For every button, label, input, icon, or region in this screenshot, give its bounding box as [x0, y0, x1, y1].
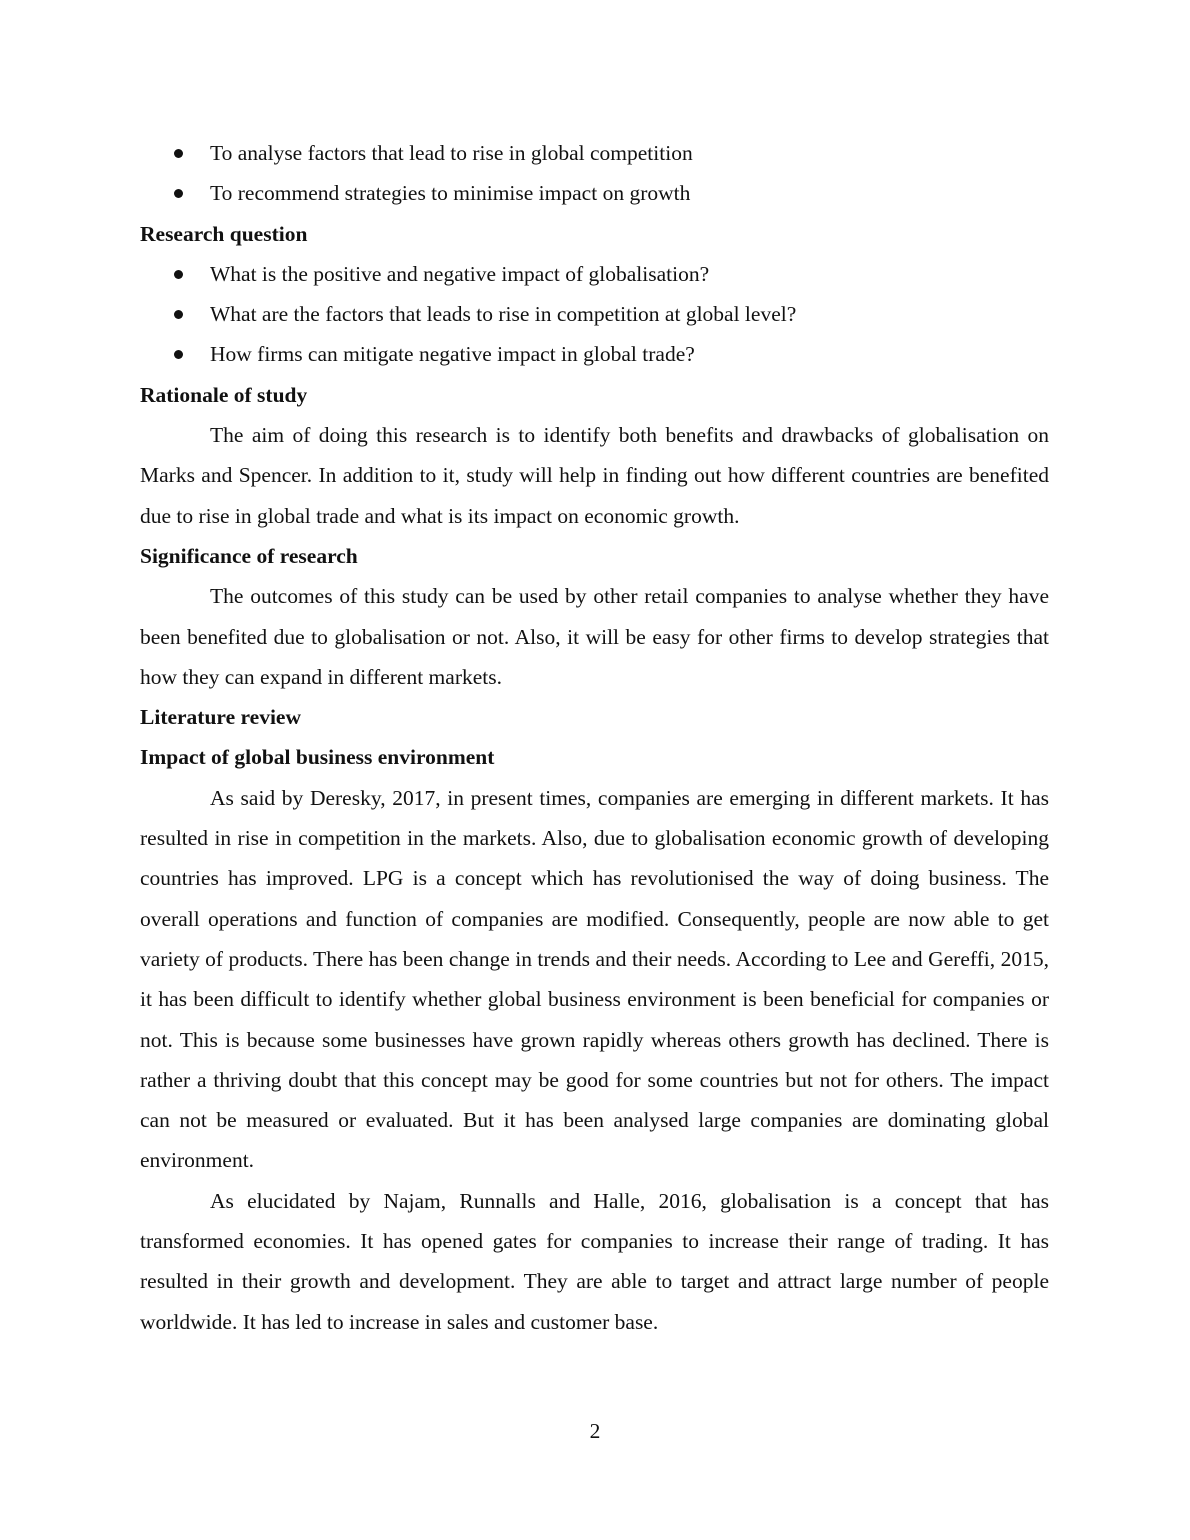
page-number: 2 [589, 1419, 601, 1443]
list-item-text: What are the factors that leads to rise in competition at global level? [210, 302, 797, 327]
list-item-text: To analyse factors that lead to rise in global competition [210, 141, 693, 165]
global-business-subheading: Impact of global business environment [140, 745, 495, 770]
rationale-heading: Rationale of study [140, 382, 308, 407]
list-item [140, 133, 1049, 173]
objectives-list [140, 133, 1049, 214]
list-item-text: How firms can mitigate negative impact in global trade? [210, 342, 695, 367]
document-page [140, 133, 1049, 1342]
rationale-paragraph: The aim of doing this research is to identify both benefits and drawbacks of globalisation on Marks and Spencer. In addition to it, study will help in finding out how different countries are benefited due to rise in global trade and what is its impact on economic growth. [140, 423, 1049, 528]
list-item [140, 334, 1049, 374]
significance-paragraph: The outcomes of this study can be used by other retail companies to analyse whether they have been benefited due to globalisation or not. Also, it will be easy for other firms to develop strategies that how they can expand in different markets. [140, 584, 1049, 689]
research-question-heading: Research question [140, 221, 308, 246]
bullet-icon [174, 350, 183, 359]
literature-paragraph-2: As elucidated by Najam, Runnalls and Halle, 2016, globalisation is a concept that has transformed economies. It has opened gates for companies to increase their range of trading. It has resulted in their growth and development. They are able to target and attract large number of people worldwide. It has led to increase in sales and customer base. [140, 1188, 1049, 1334]
research-question-list [140, 254, 1049, 375]
list-item [140, 254, 1049, 294]
bullet-icon [174, 149, 183, 158]
literature-review-heading: Literature review [140, 705, 301, 730]
list-item [140, 294, 1049, 334]
list-item-text: What is the positive and negative impact of globalisation? [210, 261, 710, 286]
list-item [140, 173, 1049, 213]
list-item-text: To recommend strategies to minimise impact on growth [210, 181, 691, 206]
bullet-icon [174, 310, 183, 319]
significance-heading: Significance of research [140, 543, 358, 568]
bullet-icon [174, 270, 183, 279]
literature-paragraph-1: As said by Deresky, 2017, in present times, companies are emerging in different markets. It has resulted in rise in competition in the markets. Also, due to globalisation economic growth of developing countries has improved. LPG is a concept which has revolutionised the way of doing business. The overall operations and function of companies are modified. Consequently, people are now able to get variety of products. There has been change in trends and their needs. According to Lee and Gereffi, 2015, it has been difficult to identify whether global business environment is been beneficial for companies or not. This is because some businesses have grown rapidly whereas others growth has declined. There is rather a thriving doubt that this concept may be good for some countries but not for others. The impact can not be measured or evaluated. But it has been analysed large companies are dominating global environment. [140, 785, 1049, 1173]
bullet-icon [174, 189, 183, 198]
